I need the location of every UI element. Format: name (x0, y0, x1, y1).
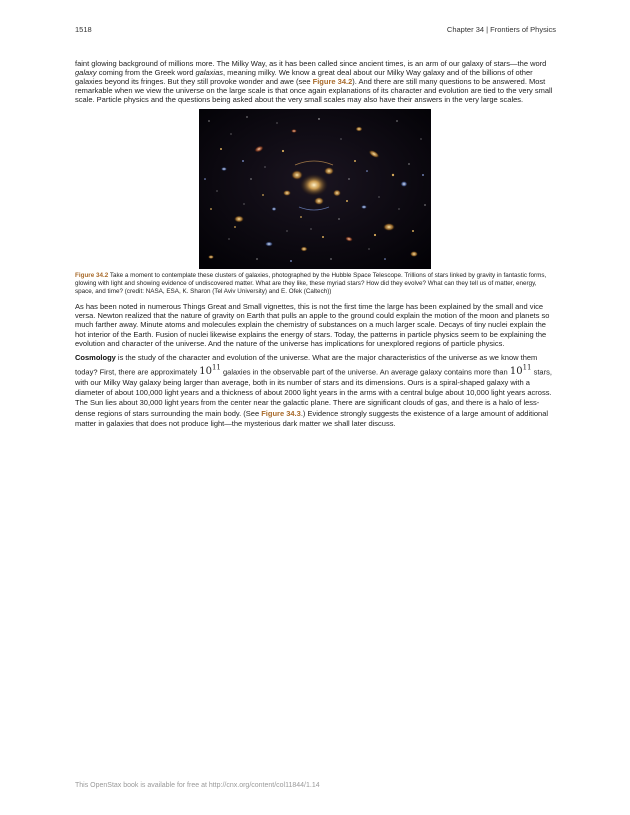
para1-text-d: ). And there are still many questions to be answered. Most remarkable when we view the universe on the large scale is that once again explanations of its character and evolution are tied to the very small scale. Particle physics and the questions being asked about the very small scales may also have their answers in the very large scales. (75, 77, 553, 105)
math1-base: 10 (199, 366, 212, 378)
math2-base: 10 (509, 366, 523, 378)
galaxy-cluster-image (199, 109, 431, 269)
math2-exponent: 11 (522, 364, 532, 373)
para3-text-c: stars, with our Milky Way galaxy being larger than average, both in its number of stars and its dimensions. Ours is a spiral-shaped galaxy with a diameter of about 100,000 light years and a thickness of about 2000 light years in the arms with a central bulge about 10,000 light years across. The Sun lies about 30,000 light years from the center near the galactic plane. There are significant clouds of gas, and there is a halo of less-dense regions of stars surrounding the main body. (See (75, 367, 552, 418)
paragraph-things-great-small: As has been noted in numerous Things Great and Small vignettes, this is not the first time the large has been explained by the small and vice versa. Newton realized that the nature of gravity on Earth that pulls an apple to the ground could explain the motion of the moon and planets so much farther away. Minute atoms and molecules explain the chemistry of substances on a much larger scale. Decays of tiny nuclei explain the hot interior of the Earth. Fusion of nuclei likewise explains the energy of stars. Today, the patterns in particle physics seem to be explaining the evolution and character of the universe. And the nature of the universe has implications for unexplored regions of particle physics. (75, 302, 550, 348)
cosmology-term: Cosmology (75, 352, 116, 362)
para3-text-d: .) Evidence strongly suggests the existence of a large amount of additional matter in galaxies that does not produce light—the mysterious dark matter we shall later discuss. (75, 408, 549, 428)
figure-34-2 (75, 109, 554, 295)
figure-label: Figure 34.2 (75, 272, 109, 280)
math-ten-to-eleven-stars (510, 366, 532, 377)
para1-text-a: faint glowing background of millions more. The Milky Way, as it has been called since ancient times, is an arm of our galaxy of stars—the word (75, 59, 547, 68)
paragraph-cosmology (75, 353, 554, 429)
galaxy-word: galaxy (75, 68, 97, 78)
para3-text-a: is the study of the character and evolution of the universe. What are the major characteristics of the universe as we know them today? First, there are approximately (75, 352, 538, 377)
page-content (75, 59, 554, 429)
figure-34-2-link[interactable]: Figure 34.2 (312, 77, 353, 87)
para3-text-b: galaxies in the observable part of the universe. An average galaxy contains more than (220, 367, 510, 377)
galaxias-word: galaxias (195, 68, 224, 78)
figure-caption-text: Take a moment to contemplate these clusters of galaxies, photographed by the Hubble Space Telescope. Trillions of stars linked by gravity in fantastic forms, glowing with light and showing evidence of undiscovered matter. What are they like, these myriad stars? How did they evolve? What can they tell us of matter, energy, space, and time? (credit: NASA, ESA, K. Sharon (Tel Aviv University) and E. Ofek (Caltech)) (75, 272, 547, 295)
figure-caption (75, 272, 554, 295)
paragraph-milky-way (75, 59, 554, 104)
figure-34-3-link[interactable]: Figure 34.3 (261, 408, 301, 418)
para1-text-b: coming from the Greek word (96, 68, 196, 78)
chapter-title: Chapter 34 | Frontiers of Physics (446, 25, 556, 34)
para1-text-c: , meaning milky. We know a great deal about our Milky Way galaxy and of the billions of other galaxies beyond its fringes. But they still provoke wonder and awe (see (75, 68, 533, 87)
math1-exponent: 11 (211, 364, 221, 373)
page-number: 1518 (75, 25, 92, 34)
footer-note: This OpenStax book is available for free at http://cnx.org/content/col11844/1.14 (75, 782, 320, 789)
math-ten-to-eleven-galaxies (199, 366, 221, 377)
